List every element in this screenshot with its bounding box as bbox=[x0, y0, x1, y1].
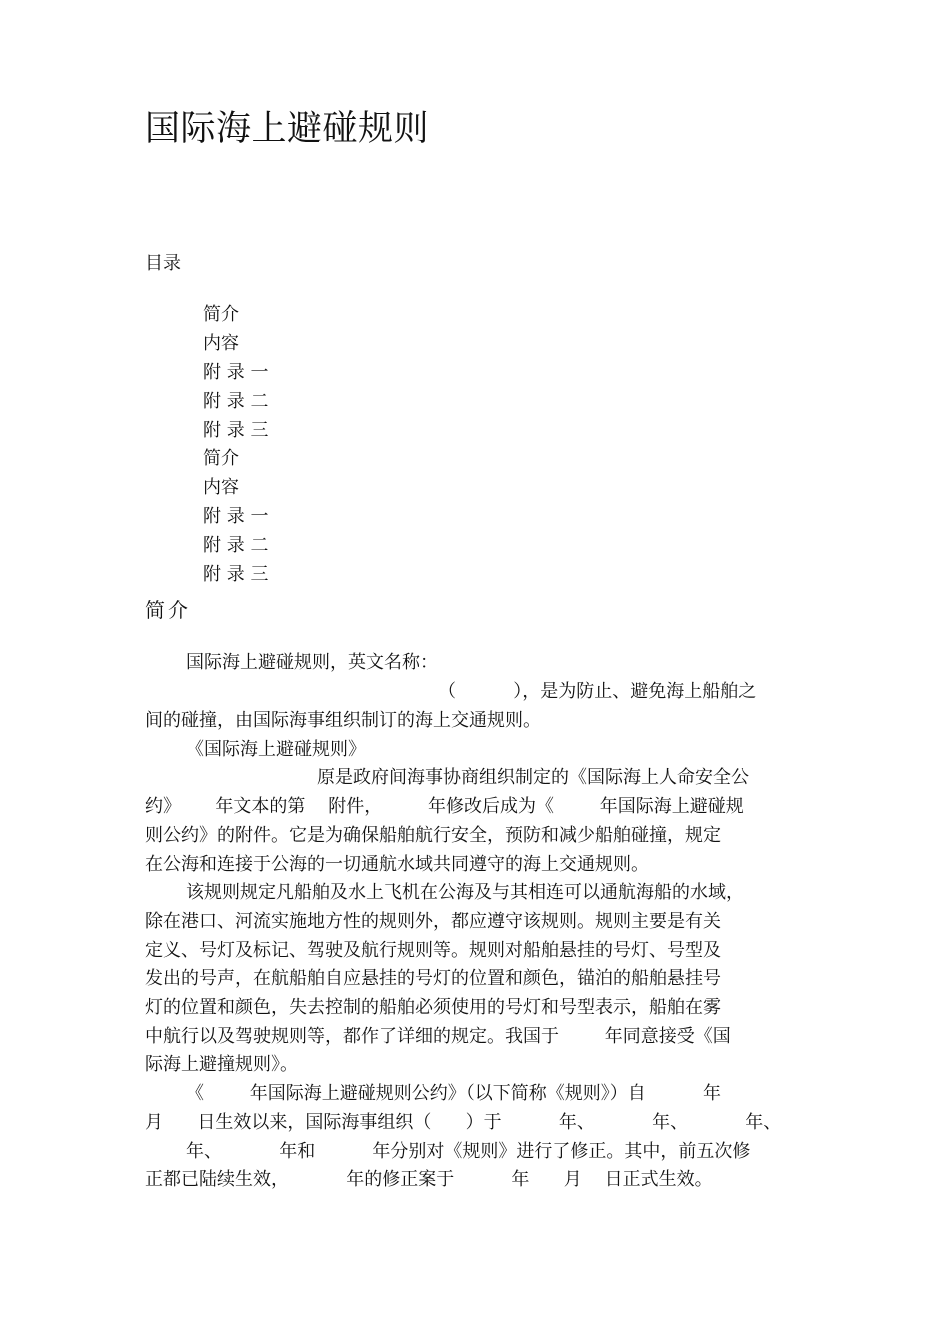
toc-item[interactable]: 附 录 一 bbox=[203, 506, 269, 527]
body-line: 除在港口、河流实施地方性的规则外，都应遵守该规则。规则主要是有关 bbox=[145, 911, 721, 932]
body-line: 月 日生效以来，国际海事组织（ ）于 年、 年、 年、 bbox=[145, 1112, 782, 1133]
body-line: 中航行以及驾驶规则等，都作了详细的规定。我国于 年同意接受《国 bbox=[145, 1026, 731, 1047]
document-title: 国际海上避碰规则 bbox=[145, 109, 430, 149]
body-line: 灯的位置和颜色，失去控制的船舶必须使用的号灯和号型表示，船舶在雾 bbox=[145, 997, 721, 1018]
toc-item[interactable]: 附 录 三 bbox=[203, 420, 269, 441]
toc-item[interactable]: 内容 bbox=[203, 333, 239, 354]
toc-heading: 目录 bbox=[145, 253, 181, 274]
body-line: （ ），是为防止、避免海上船舶之 bbox=[438, 681, 757, 702]
body-line: 原是政府间海事协商组织制定的《国际海上人命安全公 bbox=[317, 767, 749, 788]
body-line: 该规则规定凡船舶及水上飞机在公海及与其相连可以通航海船的水域， bbox=[186, 882, 744, 903]
body-line: 定义、号灯及标记、驾驶及航行规则等。规则对船舶悬挂的号灯、号型及 bbox=[145, 940, 721, 961]
body-line: 际海上避撞规则》。 bbox=[145, 1054, 298, 1075]
body-line: 《 年国际海上避碰规则公约》（以下简称《规则》）自 年 bbox=[186, 1083, 721, 1104]
toc-item[interactable]: 附 录 三 bbox=[203, 564, 269, 585]
toc-item[interactable]: 简介 bbox=[203, 304, 239, 325]
body-line: 在公海和连接于公海的一切通航水域共同遵守的海上交通规则。 bbox=[145, 854, 649, 875]
toc-item[interactable]: 内容 bbox=[203, 477, 239, 498]
body-line: 间的碰撞，由国际海事组织制订的海上交通规则。 bbox=[145, 710, 541, 731]
toc-item[interactable]: 简介 bbox=[203, 448, 239, 469]
body-line: 年、 年和 年分别对《规则》进行了修正。其中，前五次修 bbox=[186, 1141, 751, 1162]
body-line: 发出的号声，在航船舶自应悬挂的号灯的位置和颜色，锚泊的船舶悬挂号 bbox=[145, 968, 721, 989]
body-line: 国际海上避碰规则，英文名称： bbox=[186, 652, 438, 673]
body-line: 正都已陆续生效， 年的修正案于 年 月 日正式生效。 bbox=[145, 1169, 713, 1190]
toc-item[interactable]: 附 录 二 bbox=[203, 391, 269, 412]
toc-item[interactable]: 附 录 二 bbox=[203, 535, 269, 556]
body-line: 《国际海上避碰规则》 bbox=[186, 739, 366, 760]
body-line: 则公约》的附件。它是为确保船舶航行安全，预防和减少船舶碰撞，规定 bbox=[145, 825, 721, 846]
section-heading: 简介 bbox=[145, 598, 191, 622]
body-line: 约》 年文本的第 附件， 年修改后成为《 年国际海上避碰规 bbox=[145, 796, 744, 817]
toc-item[interactable]: 附 录 一 bbox=[203, 362, 269, 383]
